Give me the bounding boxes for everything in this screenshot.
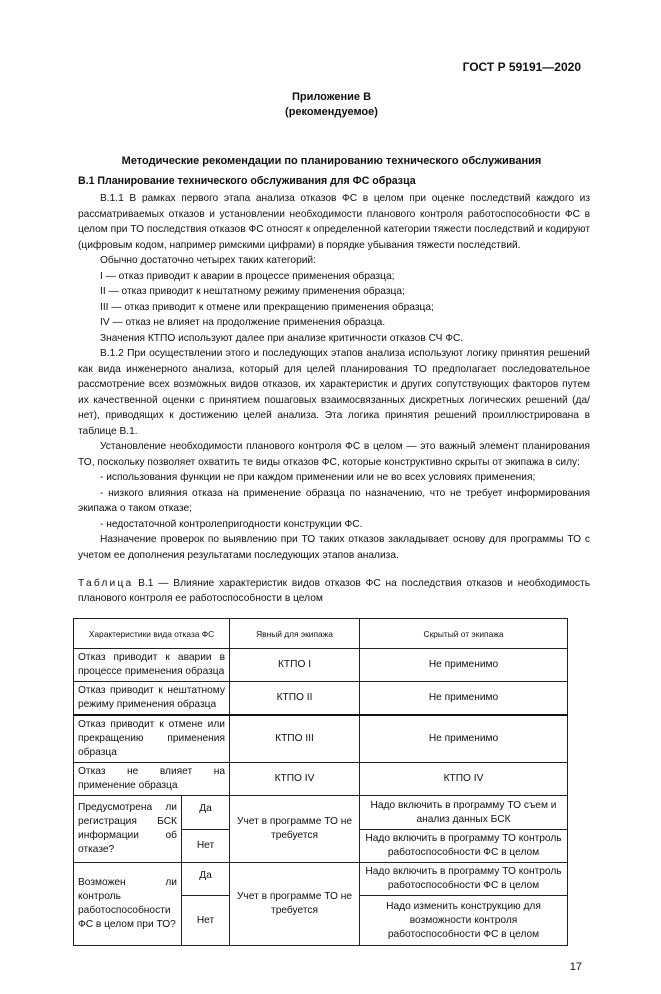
cell: Надо включить в программу ТО контроль работоспособности ФС в целом: [360, 863, 568, 896]
paragraph: Значения КТПО используют далее при анализе критичности отказов СЧ ФС.: [100, 332, 464, 344]
table-caption-text: В.1 — Влияние характеристик видов отказов ФС на последствия отказов и необходимость планового контроля ее работоспособности в целом: [78, 578, 590, 604]
main-heading: Методические рекомендации по планированию технического обслуживания: [121, 155, 542, 167]
table-caption-label: Таблица: [78, 578, 134, 589]
list-item: II — отказ приводит к нештатному режиму применения образца;: [100, 286, 405, 297]
table-row: [74, 796, 568, 830]
table-row: [74, 649, 568, 682]
cell: КТПО II: [230, 682, 360, 716]
cell: КТПО IV: [360, 763, 568, 796]
table-caption: [78, 576, 590, 606]
body-text: [78, 191, 590, 563]
list-item: IV — отказ не влияет на продолжение применения образца.: [100, 317, 386, 328]
cell: Не применимо: [360, 715, 568, 763]
appendix-heading: [73, 90, 590, 120]
paragraph: В.1.2 При осуществлении этого и последующих этапов анализа используют логику принятия решений как вида инженерного анализа, который для целей планирования ТО предполагает последовательное рассмотрение всех возможных видов отказов, их характеристик и других сопутствующих факторов путем их качественной оценки с принятием пошаговых взаимосвязанных дискретных логических решений (да/нет), приводящих к достижению целей анализа. Эта логика принятия решений проиллюстрирована в таблице В.1.: [78, 348, 590, 437]
cell: Надо включить в программу ТО контроль работоспособности ФС в целом: [360, 830, 568, 863]
list-item: I — отказ приводит к аварии в процессе применения образца;: [100, 270, 395, 282]
table-row: [74, 763, 568, 796]
page-number: 17: [569, 961, 582, 973]
paragraph: В.1.1 В рамках первого этапа анализа отказов ФС в целом при оценке последствий каждого из рассматриваемых отказов и установлении необходимости планового контроля работоспособности ФС в целом при ТО последствия отказов ФС относят к определенной категории тяжести последствий и кодируют (цифровым кодом, например римскими цифрами) в порядке убывания тяжести последствий.: [78, 193, 590, 251]
paragraph: Установление необходимости планового контроля ФС в целом — это важный элемент планирования ТО, поскольку позволяет охватить те виды отказов ФС, которые конструктивно скрыты от экипажа в силу:: [78, 441, 590, 468]
yes-cell: Да: [182, 863, 230, 896]
cell: Не применимо: [360, 682, 568, 716]
decision-table: [73, 618, 568, 946]
table-row: [74, 682, 568, 716]
cell: Отказ приводит к аварии в процессе применения образца: [74, 649, 230, 682]
header-cell: Скрытый от экипажа: [360, 619, 568, 649]
question-cell: Возможен ли контроль работоспособности ФС в целом при ТО?: [74, 863, 182, 946]
cell: Учет в программе ТО не требуется: [230, 863, 360, 946]
table-row: [74, 863, 568, 896]
cell: Отказ приводит к нештатному режиму применения образца: [74, 682, 230, 716]
list-item: - недостаточной контролепригодности конструкции ФС.: [100, 518, 363, 530]
cell: Учет в программе ТО не требуется: [230, 796, 360, 863]
header-cell: Явный для экипажа: [230, 619, 360, 649]
section-heading: В.1 Планирование технического обслуживания для ФС образца: [78, 175, 416, 187]
cell: КТПО III: [230, 715, 360, 763]
appendix-subtitle: (рекомендуемое): [285, 106, 378, 118]
header-cell: Характеристики вида отказа ФС: [74, 619, 230, 649]
no-cell: Нет: [182, 896, 230, 946]
paragraph: Обычно достаточно четырех таких категорий:: [100, 255, 316, 266]
cell: Отказ приводит к отмене или прекращению применения образца: [74, 715, 230, 763]
list-item: - использования функции не при каждом применении или не во всех условиях применения;: [100, 472, 536, 483]
yes-cell: Да: [182, 796, 230, 830]
cell: Надо изменить конструкцию для возможности контроля работоспособности ФС в целом: [360, 896, 568, 946]
list-item: III — отказ приводит к отмене или прекращению применения образца;: [100, 301, 434, 313]
paragraph: Назначение проверок по выявлению при ТО таких отказов закладывает основу для программы ТО с учетом ее дополнения результатами последующих этапов анализа.: [78, 534, 590, 561]
list-item: - низкого влияния отказа на применение образца по назначению, что не требует информирования экипажа о таком отказе;: [78, 487, 590, 514]
cell: Не применимо: [360, 649, 568, 682]
appendix-title: Приложение В: [291, 91, 372, 103]
no-cell: Нет: [182, 830, 230, 863]
question-cell: Предусмотрена ли регистрация БСК информации об отказе?: [74, 796, 182, 863]
cell: КТПО I: [230, 649, 360, 682]
standard-number: ГОСТ Р 59191—2020: [462, 60, 581, 74]
table-row: [74, 715, 568, 763]
table-header-row: [74, 619, 568, 649]
cell: Надо включить в программу ТО съем и анализ данных БСК: [360, 796, 568, 830]
cell: КТПО IV: [230, 763, 360, 796]
cell: Отказ не влияет на применение образца: [74, 763, 230, 796]
